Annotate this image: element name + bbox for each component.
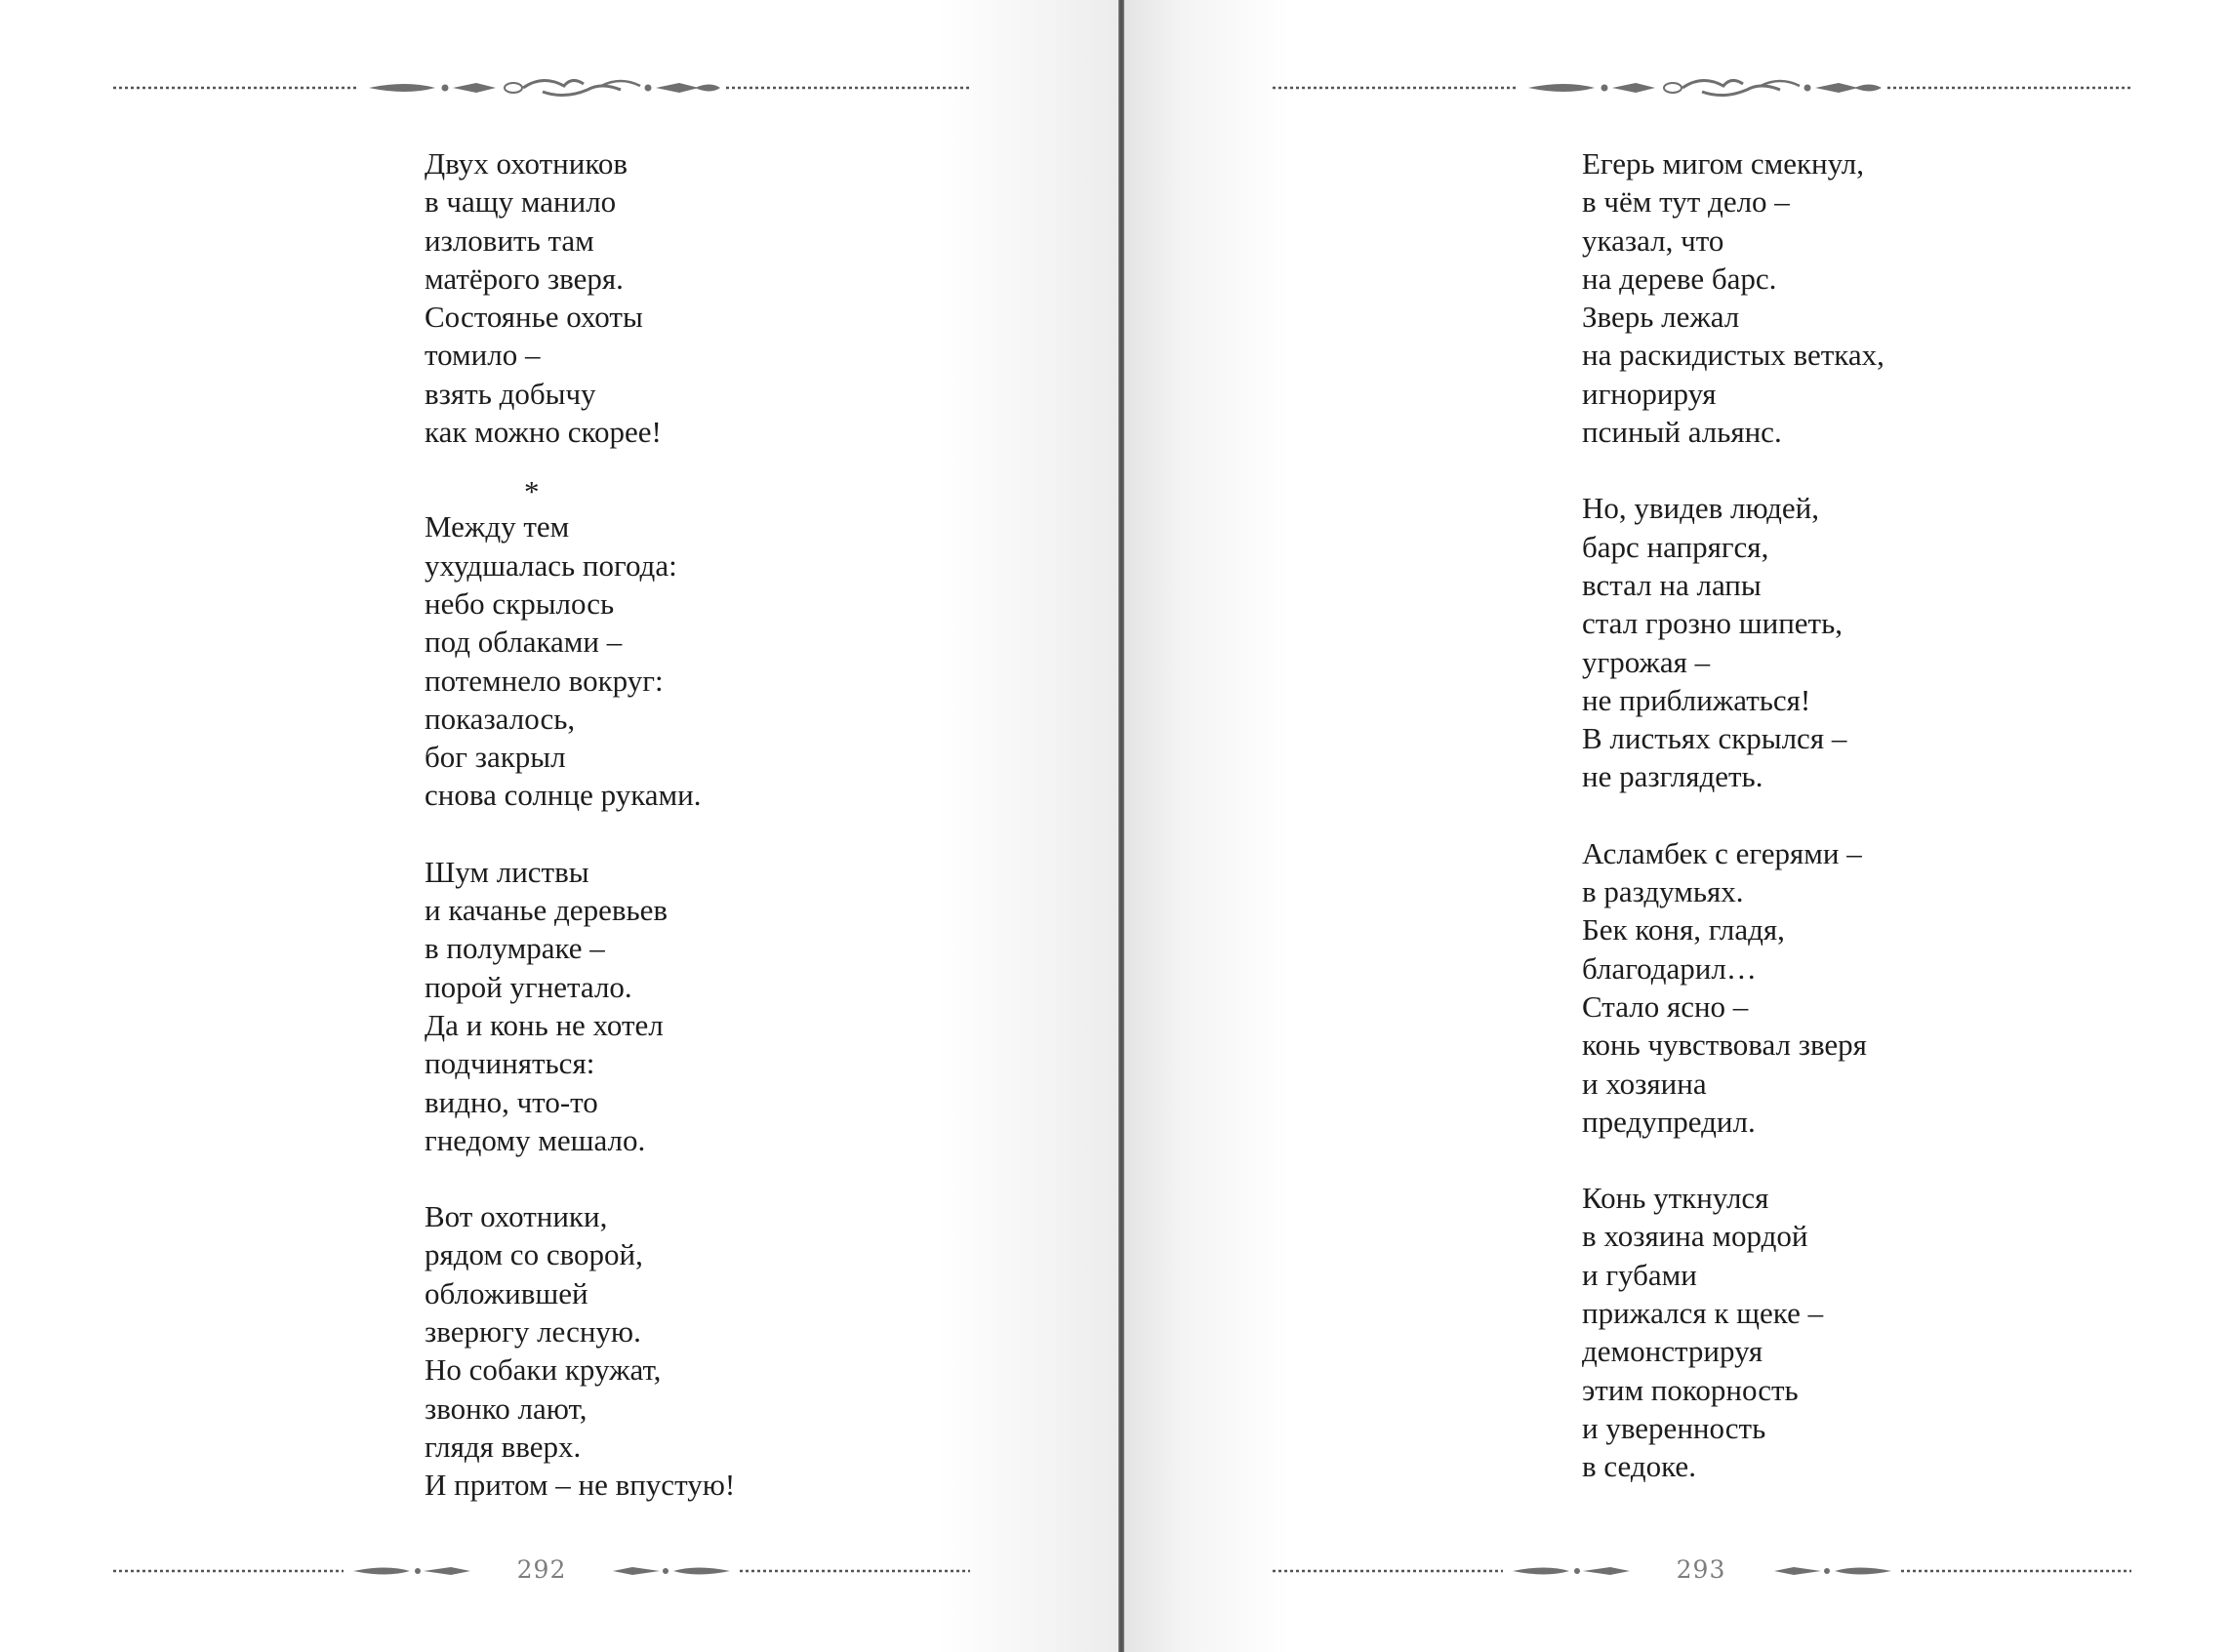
stanza [425,1197,735,1504]
poem-line: потемнело вокруг: [425,663,664,698]
poem-line: подчиняться: [425,1046,595,1081]
poem-line: под облаками – [425,625,623,660]
poem-text [1582,144,1885,1486]
stanza [425,144,735,451]
poem-line: не разглядеть. [1582,759,1763,794]
poem-line: и уверенность [1582,1410,1766,1445]
poem-line: Да и конь не хотел [425,1007,664,1042]
poem-line: обложившей [425,1275,588,1310]
poem-line: угрожая – [1582,644,1711,679]
poem-line: встал на лапы [1582,567,1762,602]
stanza-separator: * [524,474,540,509]
right-page [1124,0,2229,1652]
header-ornament [113,72,970,101]
poem-line: в хозяина мордой [1582,1219,1808,1254]
poem-line: Шум листвы [425,854,589,889]
poem-line: демонстрируя [1582,1334,1763,1369]
poem-line: бог закрыл [425,740,566,775]
stanza [1582,489,1885,795]
poem-line: порой угнетало. [425,969,632,1004]
ornament-flourish-icon [113,72,970,101]
stanza [425,853,735,1159]
poem-line: звонко лают, [425,1390,588,1426]
poem-line: в полумраке – [425,931,605,966]
poem-line: Но, увидев людей, [1582,491,1819,526]
poem-line: изловить там [425,222,594,258]
poem-line: указал, что [1582,222,1724,258]
header-ornament [1273,72,2131,101]
poem-line: Состоянье охоты [425,300,643,335]
poem-line: в раздумьях. [1582,874,1744,909]
poem-line: конь чувствовал зверя [1582,1027,1867,1063]
poem-line: не приближаться! [1582,682,1811,717]
poem-line: ухудшалась погода: [425,547,677,583]
poem-line: Двух охотников [425,146,628,181]
poem-line: гнедому мешало. [425,1122,646,1157]
poem-line: Между тем [425,509,570,544]
poem-line: прижался к щеке – [1582,1296,1824,1331]
poem-line: в чащу манило [425,184,617,220]
stanza [1582,834,1885,1141]
stanza [1582,144,1885,451]
poem-line: показалось, [425,701,576,736]
page-number: 293 [1676,1555,1726,1584]
poem-line: Стало ясно – [1582,988,1749,1024]
stanza [1582,1179,1885,1485]
poem-line: зверюгу лесную. [425,1314,641,1350]
poem-line: томило – [425,338,541,373]
poem-line: как можно скорее! [425,415,662,450]
poem-line: этим покорность [1582,1372,1799,1407]
poem-line: Конь уткнулся [1582,1181,1769,1216]
poem-line: Но собаки кружат, [425,1352,662,1388]
poem-line: Бек коня, гладя, [1582,912,1785,947]
poem-line: стал грозно шипеть, [1582,606,1843,641]
poem-line: игнорируя [1582,376,1717,411]
page-number: 292 [516,1555,567,1584]
poem-line: благодарил… [1582,950,1757,986]
poem-line: рядом со сворой, [425,1237,643,1272]
poem-line: видно, что-то [425,1084,598,1119]
poem-text [425,144,735,1505]
poem-line: В листьях скрылся – [1582,721,1847,756]
poem-line: И притом – не впустую! [425,1468,736,1503]
ornament-flourish-icon [1273,72,2131,101]
poem-line: в чём тут дело – [1582,184,1790,220]
poem-line: снова солнце руками. [425,778,702,813]
poem-line: предупредил. [1582,1104,1756,1139]
poem-line: псиный альянс. [1582,415,1782,450]
poem-line: и качанье деревьев [425,893,668,928]
poem-line: Вот охотники, [425,1199,608,1234]
poem-line: глядя вверх. [425,1429,582,1464]
poem-line: на дереве барс. [1582,261,1777,296]
poem-line: Зверь лежал [1582,300,1740,335]
poem-line: и хозяина [1582,1066,1707,1101]
stanza [425,507,735,814]
poem-line: небо скрылось [425,585,615,621]
poem-line: и губами [1582,1257,1697,1292]
poem-line: Асламбек с егерями – [1582,835,1862,870]
poem-line: в седоке. [1582,1449,1696,1484]
poem-line: матёрого зверя. [425,261,624,296]
poem-line: взять добычу [425,376,596,411]
poem-line: барс напрягся, [1582,529,1769,564]
poem-line: на раскидистых ветках, [1582,338,1885,373]
poem-line: Егерь мигом смекнул, [1582,146,1864,181]
